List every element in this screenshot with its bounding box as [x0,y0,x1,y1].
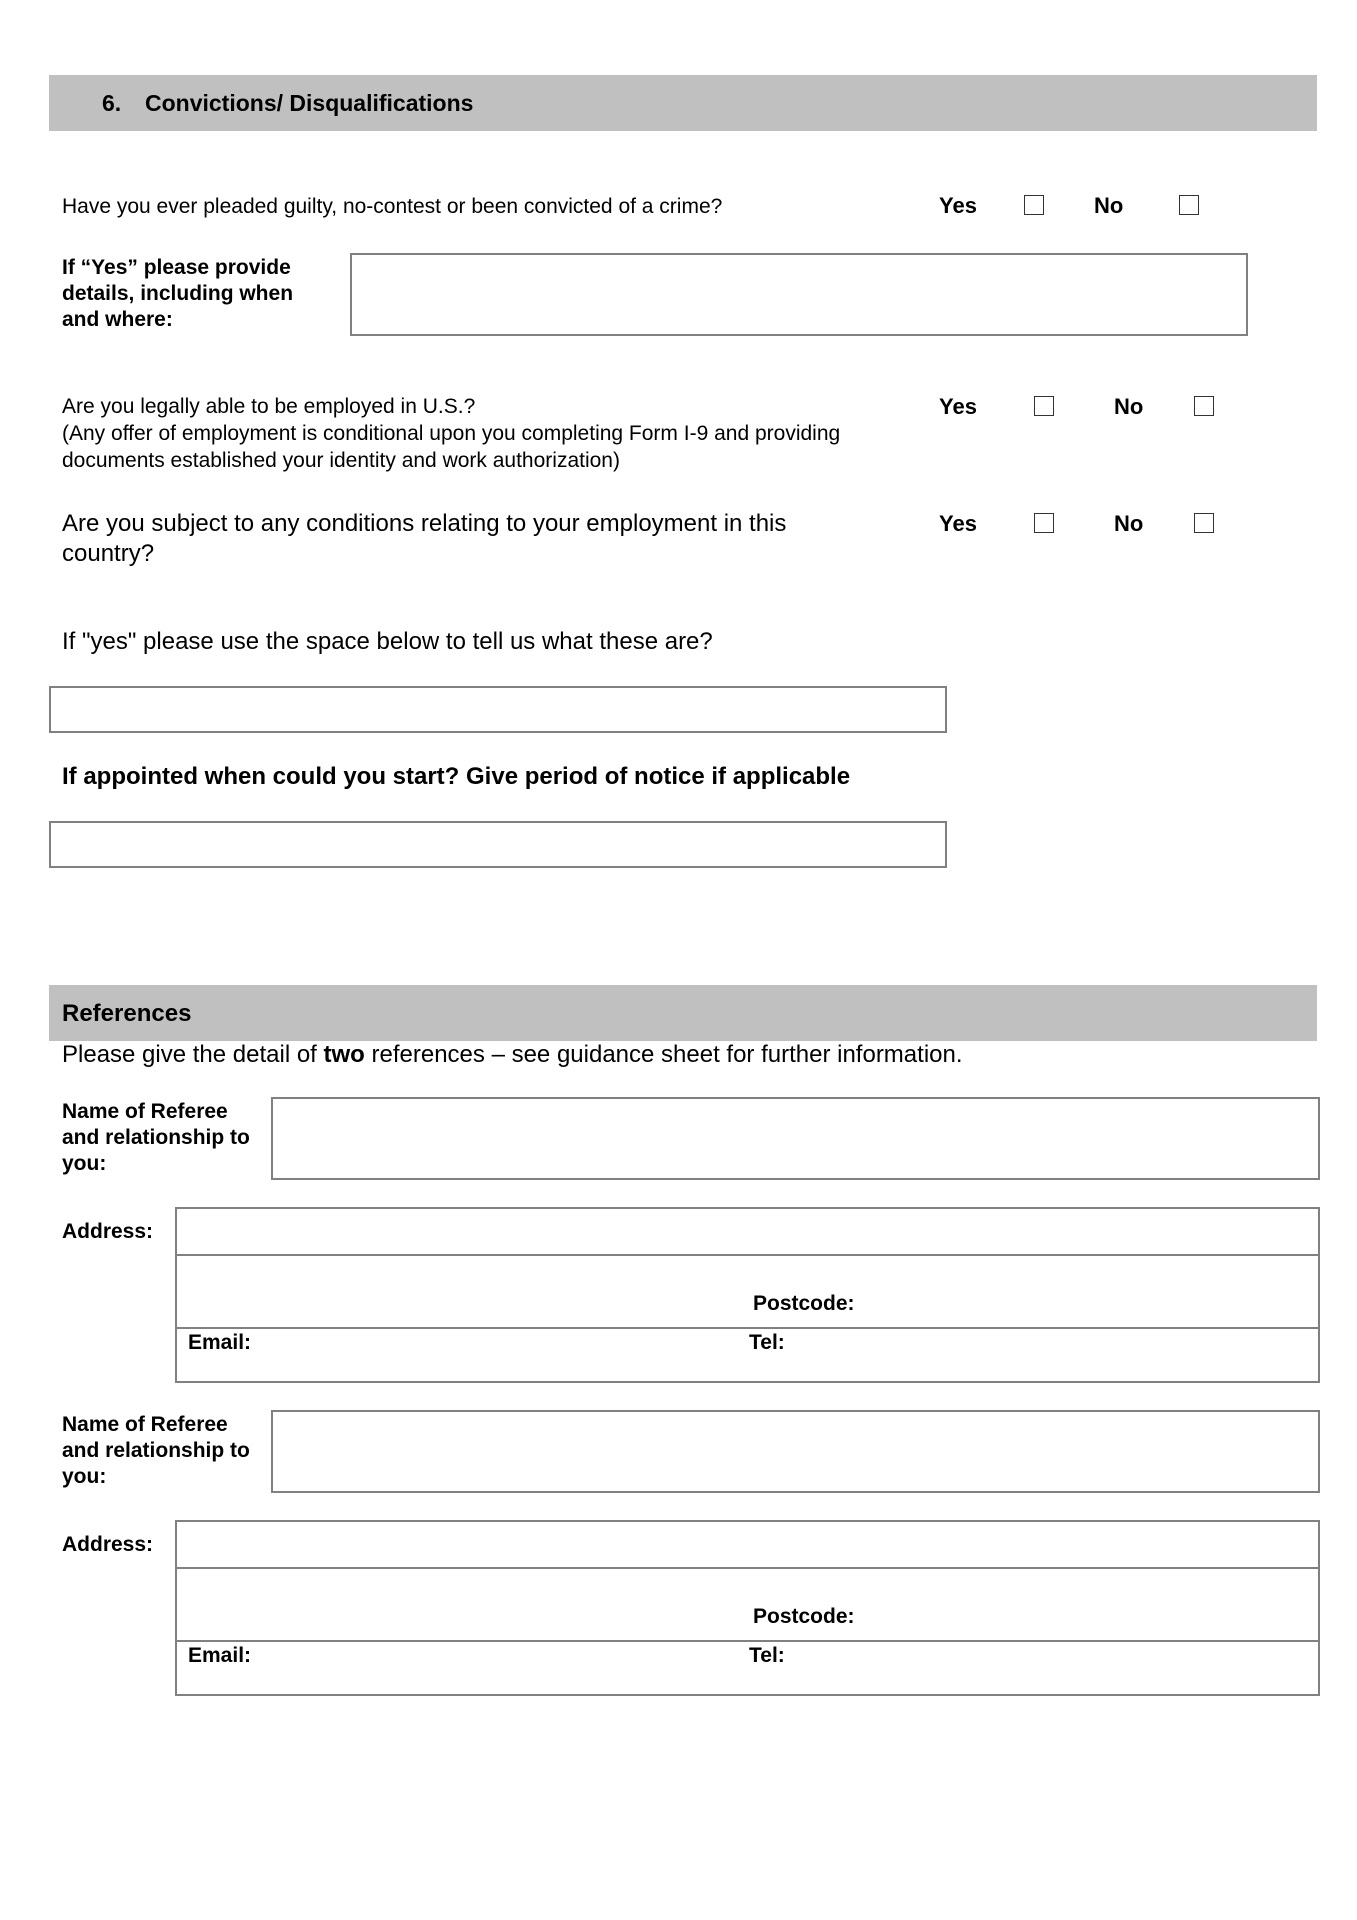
conditions-details-field[interactable] [49,686,947,733]
convictions-details-field[interactable] [350,253,1248,336]
employment-question [62,393,922,474]
referee-1-postcode-label: Postcode: [753,1292,855,1315]
references-header [49,985,1317,1041]
conditions-yes-checkbox[interactable] [1034,513,1054,533]
referee-2-postcode-label: Postcode: [753,1605,855,1628]
convictions-no-label: No [1094,193,1124,218]
referee-2-email-label: Email: [188,1644,252,1667]
referee-2-address-line2[interactable] [177,1567,1318,1642]
references-intro-after: references – see guidance sheet for further information. [364,1041,963,1068]
referee-2-address-block [175,1520,1320,1696]
referee-2-address-line1[interactable] [177,1522,1318,1569]
referee-1-address-line2[interactable] [177,1254,1318,1329]
conditions-followup: If "yes" please use the space below to tell us what these are? [62,628,713,655]
start-question: If appointed when could you start? Give period of notice if applicable [62,763,851,790]
convictions-question: Have you ever pleaded guilty, no-contest or been convicted of a crime? [62,195,723,218]
referee-1-name-label: Name of Referee and relationship to you: [62,1100,250,1175]
convictions-details-label: If “Yes” please provide details, including when and where: [62,256,294,331]
references-intro-bold: two [323,1041,365,1068]
conditions-no-checkbox[interactable] [1194,513,1214,533]
start-field[interactable] [49,821,947,868]
convictions-yes-label: Yes [939,193,977,218]
referee-1-name-field[interactable] [271,1097,1320,1180]
employment-question-line1: Are you legally able to be employed in U.S.? [62,395,476,418]
employment-no-checkbox[interactable] [1194,396,1214,416]
convictions-yes-checkbox[interactable] [1024,195,1044,215]
referee-2-address-label: Address: [62,1533,154,1556]
referee-1-tel-label: Tel: [749,1331,785,1354]
employment-yes-label: Yes [939,394,977,419]
conditions-yes-label: Yes [939,511,977,536]
referee-1-address-label: Address: [62,1220,154,1243]
referee-1-email-label: Email: [188,1331,252,1354]
conditions-no-label: No [1114,511,1144,536]
references-intro [62,1040,963,1070]
employment-question-line2: (Any offer of employment is conditional upon you completing Form I-9 and providing documents established your identity and work authorization) [62,422,841,472]
convictions-no-checkbox[interactable] [1179,195,1199,215]
referee-2-tel-label: Tel: [749,1644,785,1667]
references-intro-before: Please give the detail of [62,1041,324,1068]
employment-no-label: No [1114,394,1144,419]
referee-2-name-label: Name of Referee and relationship to you: [62,1413,250,1488]
conditions-question: Are you subject to any conditions relating to your employment in this country? [62,510,787,567]
section-number: 6. [102,90,122,116]
section-title: Convictions/ Disqualifications [145,90,474,116]
employment-yes-checkbox[interactable] [1034,396,1054,416]
referee-1-address-block [175,1207,1320,1383]
referee-2-name-field[interactable] [271,1410,1320,1493]
referee-1-address-line1[interactable] [177,1209,1318,1256]
section-6-header [49,75,1317,131]
references-title: References [62,1000,192,1027]
